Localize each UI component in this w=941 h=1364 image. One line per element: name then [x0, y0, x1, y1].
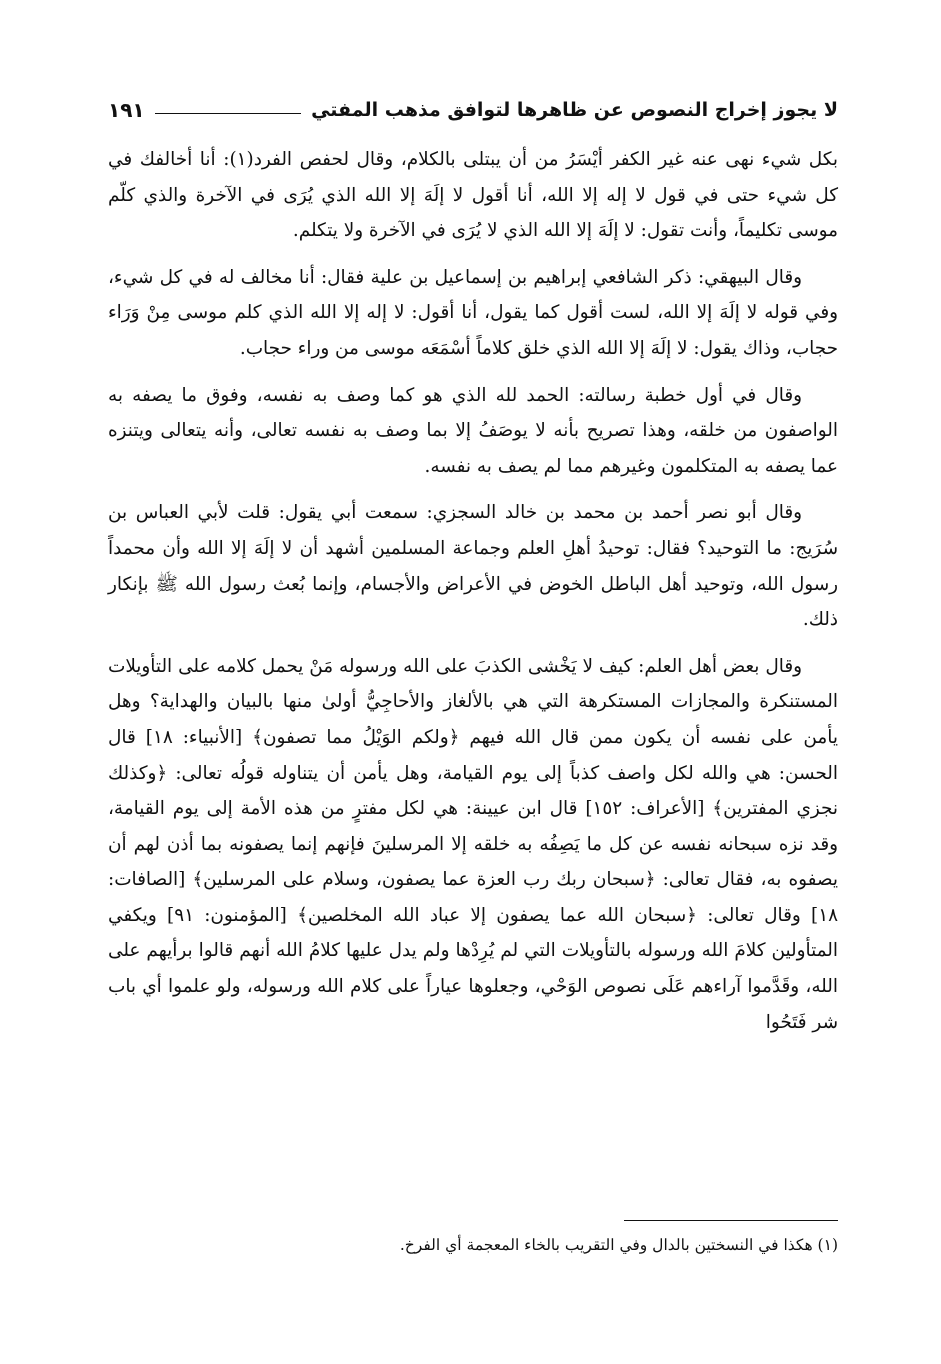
paragraph: وقال أبو نصر أحمد بن محمد بن خالد السجزي: سمعت أبي يقول: قلت لأبي العباس بن سُرَيج: ما التوحيد؟ فقال: توحيدُ أهلِ العلم وجماعة المسلمين أشهد أن لا إلَهَ إلا الله وأن محمداً رسول الله، وتوحيد أهل الباطل الخوض في الأعراض والأجسام، وإنما بُعث رسول الله ﷺ بإنكار ذلك.	[108, 502, 838, 631]
paragraph: وقال في أول خطبة رسالته: الحمد لله الذي هو كما وصف به نفسه، وفوق ما يصفه به الواصفون من خلقه، وهذا تصريح بأنه لا يوصَفُ إلا بما وصف به نفسه تعالى، وأنه يتعالى ويتنزه عما يصفه به المتكلمون وغيرهم مما لم يصف به نفسه.	[108, 384, 838, 477]
header-rule	[155, 113, 301, 114]
paragraph: وقال البيهقي: ذكر الشافعي إبراهيم بن إسماعيل بن علية فقال: أنا مخالف له في كل شيء، وفي قوله لا إلَهَ إلا الله، لست أقول كما يقول، أنا أقول: لا إله إلا الله الذي كلم موسى مِنْ وَرَاء حجاب، وذاك يقول: لا إلَهَ إلا الله الذي خلق كلاماً أسْمَعَه موسى من وراء حجاب.	[108, 266, 838, 359]
paragraph: بكل شيء نهى عنه غير الكفر أيْسَرُ من أن يبتلى بالكلام، وقال لحفص الفرد(١): أنا أخالفك في كل شيء حتى في قول لا إله إلا الله، أنا أقول لا إلَهَ إلا الله الذي يُرَى في الآخرة والذي كلّم موسى تكليماً، وأنت تقول: لا إلَهَ إلا الله الذي لا يُرَى في الآخرة ولا يتكلم.	[108, 149, 838, 242]
paragraph: وقال بعض أهل العلم: كيف لا يَخْشى الكذبَ على الله ورسوله مَنْ يحمل كلامه على التأويلات المستنكرة والمجازات المستكرهة التي هي بالألغاز والأحاجِيُّ أولىٰ منها بالبيان والهداية؟ وهل يأمن على نفسه أن يكون ممن قال الله فيهم ﴿ولكم الوَيْلُ مما تصفون﴾ [الأنبياء: ١٨] قال الحسن: هي والله لكل واصف كذباً إلى يوم القيامة، وهل يأمن أن يتناوله قولُه تعالى: ﴿وكذلك نجزي المفترين﴾ [الأعراف: ١٥٢] قال ابن عيينة: هي لكل مفترٍ من هذه الأمة إلى يوم القيامة، وقد نزه سبحانه نفسه عن كل ما يَصِفُه به خلقه إلا المرسلينَ فإنهم إنما يصفونه بما أذن لهم أن يصفوه به، فقال تعالى: ﴿سبحان ربك رب العزة عما يصفون، وسلام على المرسلين﴾ [الصافات: ١٨] وقال تعالى: ﴿سبحان الله عما يصفون إلا عباد الله المخلصين﴾ [المؤمنون: ٩١] ويكفي المتأولين كلامَ الله ورسوله بالتأويلات التي لم يُرِدْها ولم يدل عليها كلامُ الله أنهم قالوا برأيهم على الله، وقَدَّموا آراءهم عَلَى نصوص الوَحْي، وجعلوها عياراً على كلام الله ورسوله، ولو علموا أي باب شر فَتَحُوا	[108, 655, 839, 1033]
page-number: ١٩١	[108, 98, 145, 122]
footnote-separator	[624, 1220, 838, 1221]
main-text	[108, 142, 838, 1051]
header-title: لا يجوز إخراج النصوص عن ظاهرها لتوافق مذهب المفتي	[311, 99, 838, 121]
running-header	[108, 84, 838, 120]
footnote: (١) هكذا في النسختين بالدال وفي التقريب بالخاء المعجمة أي الفرخ.	[399, 1236, 838, 1254]
